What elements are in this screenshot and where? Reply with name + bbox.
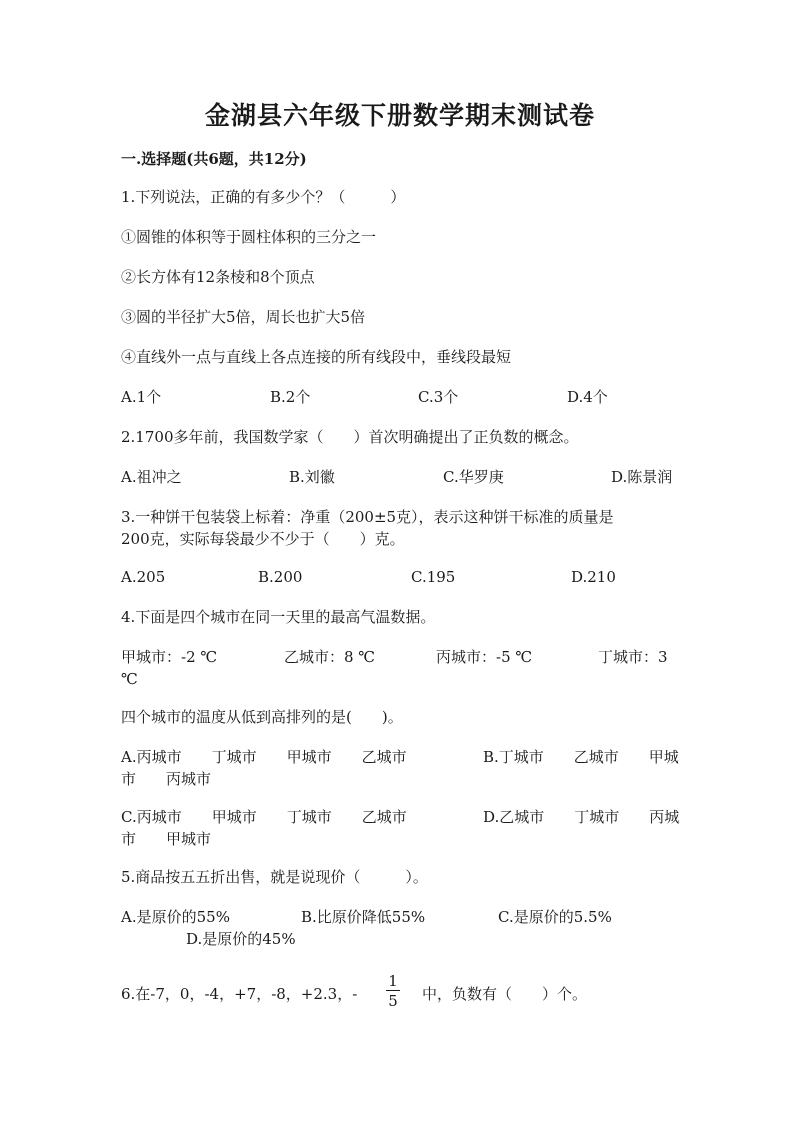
question-6-fraction-denominator: 5 xyxy=(388,992,398,1010)
question-2-option-a[interactable]: A.祖冲之 xyxy=(121,468,182,486)
question-5-option-c[interactable]: C.是原价的5.5% xyxy=(498,908,612,926)
question-4-temp-jia: 甲城市：-2 ℃ xyxy=(121,648,218,666)
question-5-option-d[interactable]: D.是原价的45% xyxy=(186,930,296,948)
question-3-option-c[interactable]: C.195 xyxy=(411,568,456,586)
question-6-stem-after: 中，负数有（ ）个。 xyxy=(422,985,588,1003)
question-1-stem: 1.下列说法，正确的有多少个？（ ） xyxy=(121,188,406,206)
question-1-statement-3: ③圆的半径扩大5倍，周长也扩大5倍 xyxy=(121,308,366,326)
question-5-option-b[interactable]: B.比原价降低55% xyxy=(301,908,426,926)
question-6-fraction xyxy=(386,973,400,1009)
question-2-option-b[interactable]: B.刘徽 xyxy=(289,468,335,486)
question-3-stem-line-1: 3.一种饼干包装袋上标着：净重（200±5克），表示这种饼干标准的质量是 xyxy=(121,508,614,526)
question-1-option-a[interactable]: A.1个 xyxy=(121,388,162,406)
question-4-option-a[interactable]: A.丙城市 丁城市 甲城市 乙城市 xyxy=(121,748,407,766)
question-1-option-c[interactable]: C.3个 xyxy=(418,388,459,406)
question-5-stem: 5.商品按五五折出售，就是说现价（ ）。 xyxy=(121,868,428,886)
question-5-option-a[interactable]: A.是原价的55% xyxy=(121,908,230,926)
question-2-option-d[interactable]: D.陈景润 xyxy=(611,468,673,486)
question-6-stem-before: 6.在-7，0，-4，+7，-8，+2.3，- xyxy=(121,985,358,1003)
question-4-stem: 4.下面是四个城市在同一天里的最高气温数据。 xyxy=(121,608,436,626)
question-1-option-d[interactable]: D.4个 xyxy=(567,388,608,406)
question-3-option-d[interactable]: D.210 xyxy=(571,568,616,586)
question-4-option-b-line-2[interactable]: 市 丙城市 xyxy=(121,770,212,788)
question-1-statement-2: ②长方体有12条棱和8个顶点 xyxy=(121,268,315,286)
page-title: 金湖县六年级下册数学期末测试卷 xyxy=(204,101,595,130)
question-4-temp-unit-wrap: ℃ xyxy=(121,670,138,688)
question-4-option-c[interactable]: C.丙城市 甲城市 丁城市 乙城市 xyxy=(121,808,407,826)
question-4-question: 四个城市的温度从低到高排列的是( )。 xyxy=(121,708,403,726)
question-1-statement-1: ①圆锥的体积等于圆柱体积的三分之一 xyxy=(121,228,377,246)
question-3-option-a[interactable]: A.205 xyxy=(121,568,166,586)
question-3-stem-line-2: 200克，实际每袋最少不少于（ ）克。 xyxy=(121,530,405,548)
question-6-fraction-numerator: 1 xyxy=(386,973,400,991)
question-4-temp-bing: 丙城市：-5 ℃ xyxy=(436,648,533,666)
question-4-option-d-line-2[interactable]: 市 甲城市 xyxy=(121,830,212,848)
question-4-option-b-line-1[interactable]: B.丁城市 乙城市 甲城 xyxy=(483,748,679,766)
question-1-statement-4: ④直线外一点与直线上各点连接的所有线段中，垂线段最短 xyxy=(121,348,512,366)
question-4-temp-yi: 乙城市：8 ℃ xyxy=(284,648,376,666)
question-4-temp-ding: 丁城市：3 xyxy=(598,648,668,666)
question-1-option-b[interactable]: B.2个 xyxy=(270,388,311,406)
question-4-option-d-line-1[interactable]: D.乙城市 丁城市 丙城 xyxy=(483,808,680,826)
section-heading: 一.选择题(共6题，共12分) xyxy=(121,150,307,168)
question-2-stem: 2.1700多年前，我国数学家（ ）首次明确提出了正负数的概念。 xyxy=(121,428,579,446)
question-2-option-c[interactable]: C.华罗庚 xyxy=(443,468,504,486)
question-3-option-b[interactable]: B.200 xyxy=(258,568,303,586)
